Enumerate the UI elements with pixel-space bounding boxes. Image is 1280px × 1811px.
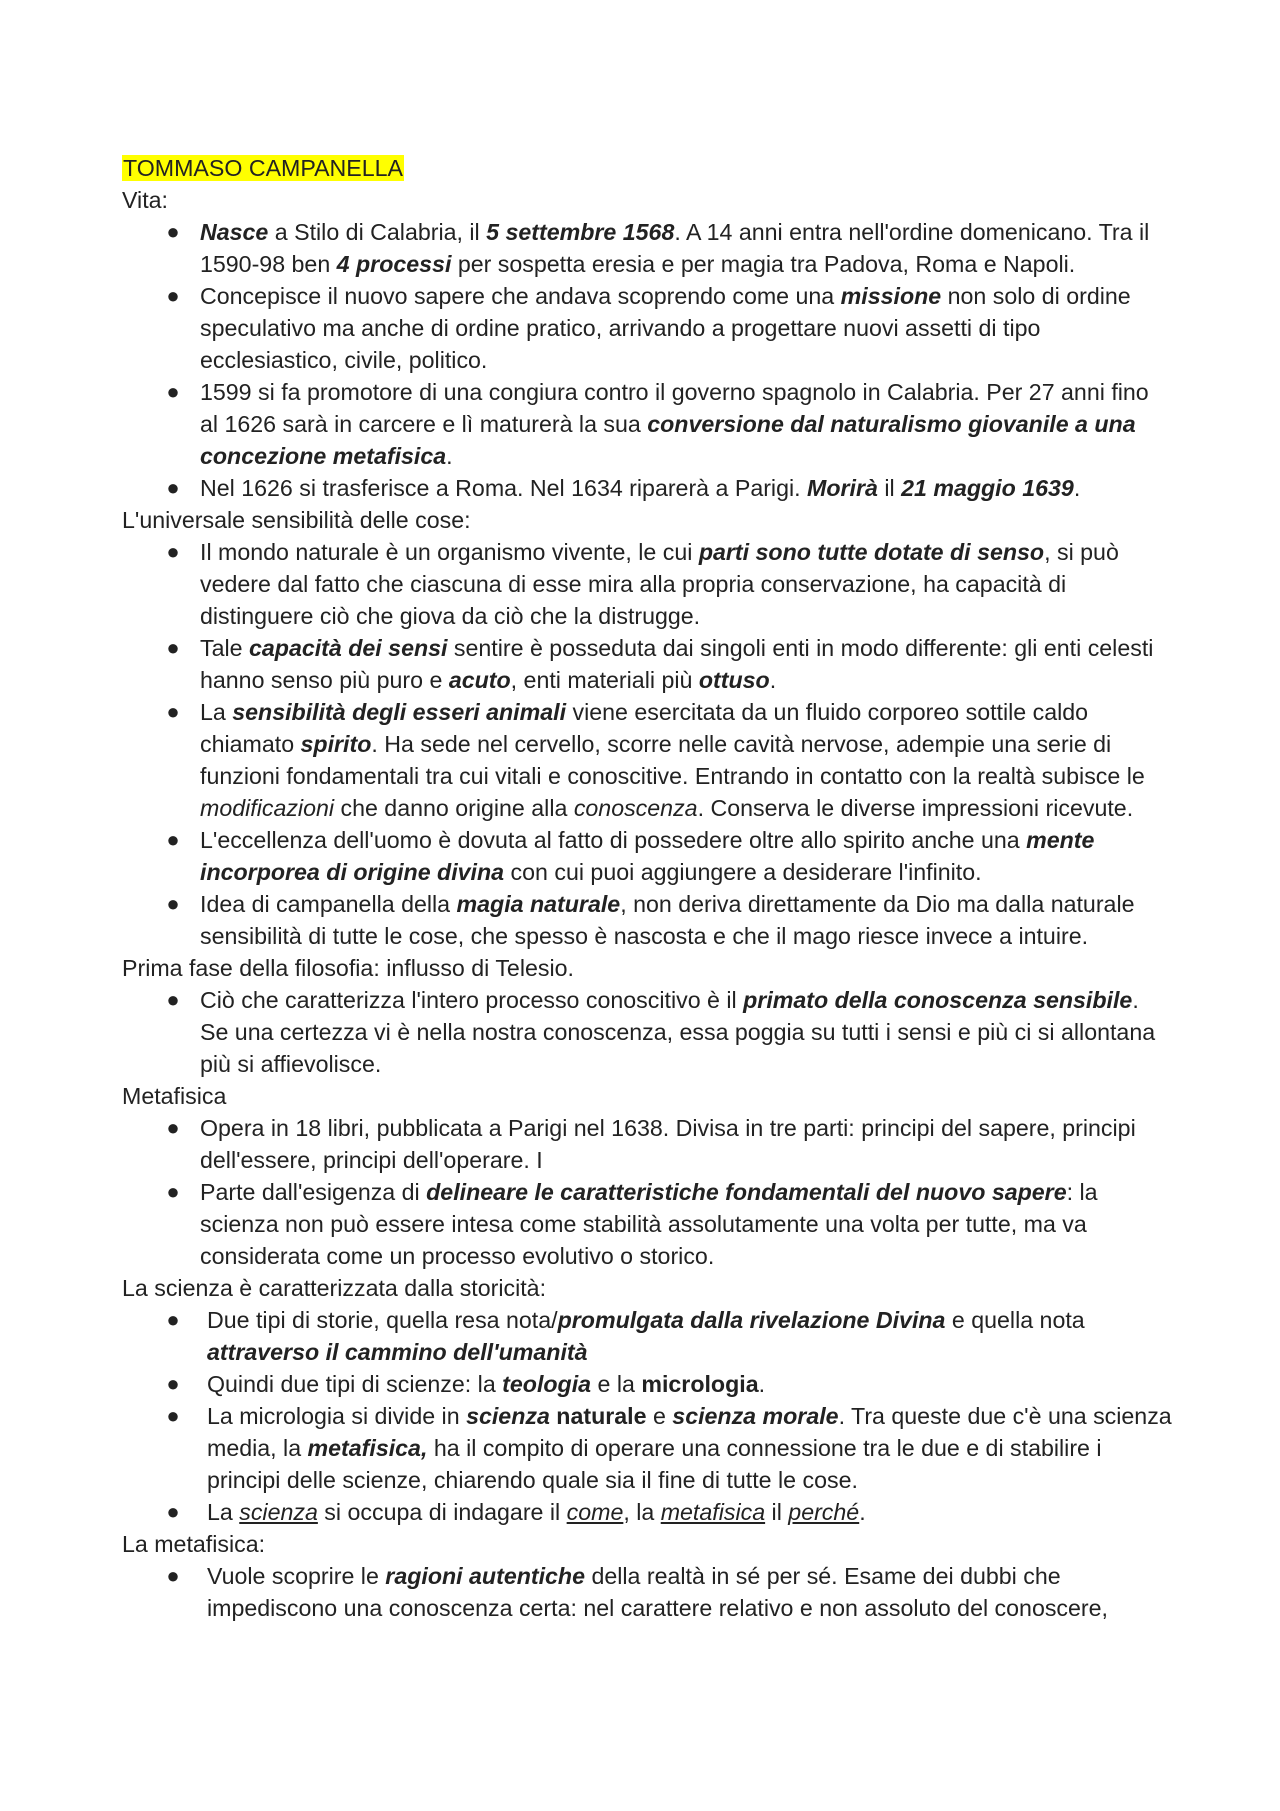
bullet-list (122, 1304, 1172, 1528)
list-item (122, 1176, 1172, 1272)
text-run: Morirà (807, 475, 878, 501)
text-run: il (765, 1499, 789, 1525)
text-run: 21 maggio 1639 (901, 475, 1074, 501)
bullet-icon: ● (166, 1371, 180, 1396)
list-item (122, 1368, 1172, 1400)
text-run: . Se una certezza vi è nella nostra conoscenza, essa poggia su tutti i sensi e più ci si allontana più si affievolisce. (200, 987, 1156, 1077)
text-run: ragioni autentiche (385, 1563, 585, 1589)
text-run: che danno origine alla (334, 795, 574, 821)
text-run: come (566, 1499, 624, 1525)
text-run: Quindi due tipi di scienze: la (207, 1371, 503, 1397)
text-run: parti sono tutte dotate di senso (698, 539, 1045, 565)
text-run: e la (591, 1371, 642, 1397)
text-run: viene esercitata da un fluido corporeo sottile caldo chiamato (200, 699, 1089, 757)
text-run: 5 settembre 1568 (486, 219, 675, 245)
text-run: Concepisce il nuovo sapere che andava scoprendo come una (200, 283, 841, 309)
list-item (122, 1112, 1172, 1176)
list-item (122, 984, 1172, 1080)
bullet-list (122, 1112, 1172, 1272)
bullet-icon: ● (166, 987, 180, 1012)
bullet-icon: ● (166, 1179, 180, 1204)
text-run: . Tra queste due c'è una scienza media, la (207, 1403, 1172, 1461)
list-item (122, 696, 1172, 824)
text-run: e quella nota (945, 1307, 1085, 1333)
text-run: scienza (466, 1403, 550, 1429)
bullet-icon: ● (166, 475, 180, 500)
text-run: , non deriva direttamente da Dio ma dalla naturale sensibilità di tutte le cose, che spesso è nascosta e che il mago riesce invece a intuire. (200, 891, 1135, 949)
list-item (122, 1400, 1172, 1496)
text-run: metafisica, (307, 1435, 428, 1461)
text-run: conversione dal naturalismo giovanile a una concezione metafisica (200, 411, 1136, 469)
bullet-list (122, 216, 1172, 504)
bullet-icon: ● (166, 1403, 180, 1428)
text-run: ottuso (698, 667, 770, 693)
text-run: il (877, 475, 902, 501)
bullet-icon: ● (166, 1499, 180, 1524)
list-item (122, 824, 1172, 888)
text-run: 4 processi (336, 251, 452, 277)
bullet-icon: ● (166, 539, 180, 564)
bullet-icon: ● (166, 1307, 180, 1332)
text-run: della realtà in sé per sé. Esame dei dubbi che impediscono una conoscenza certa: nel carattere relativo e non assoluto del conoscere, (207, 1563, 1108, 1621)
section-heading: Metafisica (122, 1083, 227, 1109)
text-run: . (446, 443, 453, 469)
text-run: scienza (239, 1499, 318, 1525)
section-heading: La scienza è caratterizzata dalla storicità: (122, 1275, 547, 1301)
bullet-icon: ● (166, 827, 180, 852)
text-run: con cui puoi aggiungere a desiderare l'infinito. (504, 859, 982, 885)
document-body (122, 152, 1172, 1624)
text-run: attraverso il cammino dell'umanità (207, 1339, 588, 1365)
text-run: , la (623, 1499, 661, 1525)
text-run: : la scienza non può essere intesa come stabilità assolutamente una volta per tutte, ma va considerata come un processo evolutivo o storico. (200, 1179, 1098, 1269)
text-run: Tale (200, 635, 249, 661)
list-item (122, 888, 1172, 952)
text-run: a Stilo di Calabria, il (268, 219, 487, 245)
text-run: . (769, 667, 777, 693)
text-run: per sospetta eresia e per magia tra Padova, Roma e Napoli. (451, 251, 1076, 277)
text-run: conoscenza (573, 795, 698, 821)
text-run: mente incorporea di origine divina (200, 827, 1095, 885)
bullet-list (122, 536, 1172, 952)
bullet-icon: ● (166, 379, 180, 404)
text-run: , enti materiali più (510, 667, 699, 693)
list-item (122, 376, 1172, 472)
list-item (122, 216, 1172, 280)
bullet-icon: ● (166, 635, 180, 660)
text-run: Ciò che caratterizza l'intero processo conoscitivo è il (200, 987, 744, 1013)
bullet-icon: ● (166, 891, 180, 916)
bullet-icon: ● (166, 1563, 180, 1588)
text-run: promulgata dalla rivelazione Divina (557, 1307, 946, 1333)
text-run: sentire è posseduta dai singoli enti in modo differente: gli enti celesti hanno senso più puro e (200, 635, 1154, 693)
text-run: Parte dall'esigenza di (200, 1179, 427, 1205)
text-run: Idea di campanella della (200, 891, 457, 917)
text-run: spirito (300, 731, 372, 757)
bullet-list (122, 1560, 1172, 1624)
text-run: . (1073, 475, 1081, 501)
section-heading: La metafisica: (122, 1531, 266, 1557)
text-run: e (646, 1403, 673, 1429)
text-run: . (758, 1371, 766, 1397)
section-heading: Prima fase della filosofia: influsso di Telesio. (122, 955, 574, 981)
text-run: La micrologia si divide in (207, 1403, 467, 1429)
text-run: si occupa di indagare il (317, 1499, 567, 1525)
text-run: La (207, 1499, 240, 1525)
text-run: . Conserva le diverse impressioni ricevute. (697, 795, 1134, 821)
text-run: . Ha sede nel cervello, scorre nelle cavità nervose, adempie una serie di funzioni fondamentali tra cui vitali e conoscitive. Entrando in contatto con la realtà subisce le (200, 731, 1145, 789)
list-item (122, 1560, 1172, 1624)
bullet-icon: ● (166, 219, 180, 244)
text-run: 1599 si fa promotore di una congiura contro il governo spagnolo in Calabria. Per 27 anni fino al 1626 sarà in carcere e lì maturerà la sua (200, 379, 1149, 437)
text-run: metafisica (660, 1499, 766, 1525)
bullet-list (122, 984, 1172, 1080)
text-run: acuto (448, 667, 511, 693)
text-run: teologia (502, 1371, 592, 1397)
text-run: , si può vedere dal fatto che ciascuna di esse mira alla propria conservazione, ha capacità di distinguere ciò che giova da ciò che la distrugge. (200, 539, 1119, 629)
list-item (122, 1496, 1172, 1528)
text-run: scienza morale (672, 1403, 839, 1429)
text-run: . (859, 1499, 866, 1525)
text-run: delineare le caratteristiche fondamentali del nuovo sapere (426, 1179, 1067, 1205)
text-run: capacità dei sensi (248, 635, 448, 661)
text-run: Due tipi di storie, quella resa nota/ (207, 1307, 558, 1333)
text-run: perché (788, 1499, 860, 1525)
text-run: L'eccellenza dell'uomo è dovuta al fatto di possedere oltre allo spirito anche una (200, 827, 1027, 853)
bullet-icon: ● (166, 699, 180, 724)
text-run: Nel 1626 si trasferisce a Roma. Nel 1634 riparerà a Parigi. (200, 475, 808, 501)
title-line (122, 152, 1172, 184)
bullet-icon: ● (166, 1115, 180, 1140)
text-run: Il mondo naturale è un organismo vivente, le cui (200, 539, 699, 565)
text-run: Opera in 18 libri, pubblicata a Parigi nel 1638. Divisa in tre parti: principi del sapere, principi dell'essere, principi dell'operare. I (200, 1115, 1136, 1173)
text-run: sensibilità degli esseri animali (232, 699, 567, 725)
sections-container (122, 184, 1172, 1624)
text-run: missione (840, 283, 942, 309)
text-run: La (200, 699, 233, 725)
text-run: ha il compito di operare una connessione tra le due e di stabilire i principi delle scienze, chiarendo quale sia il fine di tutte le cose. (207, 1435, 1102, 1493)
bullet-icon: ● (166, 283, 180, 308)
list-item (122, 280, 1172, 376)
text-run: naturale (549, 1403, 647, 1429)
document-title: TOMMASO CAMPANELLA (123, 155, 404, 181)
list-item (122, 472, 1172, 504)
list-item (122, 1304, 1172, 1368)
section-heading: Vita: (122, 187, 168, 213)
text-run: non solo di ordine speculativo ma anche di ordine pratico, arrivando a progettare nuovi assetti di tipo ecclesiastico, civile, politico. (200, 283, 1131, 373)
text-run: Nasce (200, 219, 269, 245)
section-heading: L'universale sensibilità delle cose: (122, 507, 471, 533)
list-item (122, 632, 1172, 696)
text-run: primato della conoscenza sensibile (743, 987, 1133, 1013)
text-run: micrologia (641, 1371, 759, 1397)
text-run: . A 14 anni entra nell'ordine domenicano. Tra il 1590-98 ben (200, 219, 1150, 277)
text-run: magia naturale (456, 891, 621, 917)
list-item (122, 536, 1172, 632)
text-run: modificazioni (200, 795, 335, 821)
text-run: Vuole scoprire le (207, 1563, 386, 1589)
